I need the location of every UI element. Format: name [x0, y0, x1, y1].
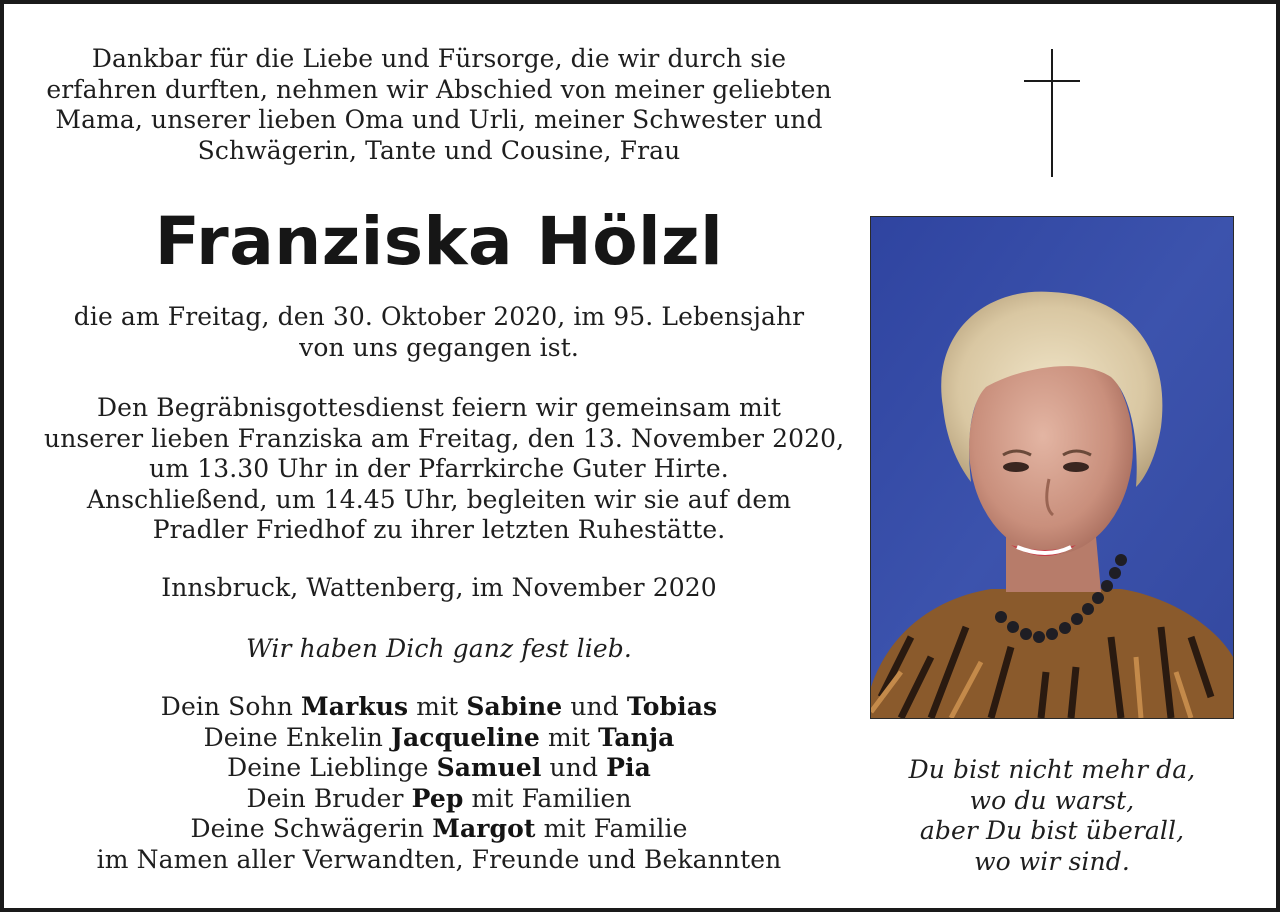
place-date — [44, 573, 834, 604]
service-line: unserer lieben Franziska am Freitag, den 13. November 2020, — [44, 423, 845, 453]
poem-line: wo wir sind. — [974, 846, 1130, 876]
mourner-name: Samuel — [436, 753, 542, 782]
intro-line: Dankbar für die Liebe und Fürsorge, die wir durch sie — [91, 44, 787, 73]
poem-line: wo du warst, — [969, 785, 1135, 815]
mourner-name: Tobias — [626, 692, 718, 721]
mourners-list — [44, 692, 834, 875]
mourner-line — [44, 723, 834, 754]
mourner-text: Dein Sohn — [160, 692, 302, 721]
motto — [44, 634, 834, 665]
intro-paragraph — [44, 44, 834, 166]
cross-horizontal-bar — [1024, 80, 1080, 82]
mourner-line — [44, 692, 834, 723]
motto-line: Wir haben Dich ganz fest lieb. — [246, 634, 632, 663]
service-line: Pradler Friedhof zu ihrer letzten Ruhestätte. — [152, 515, 726, 544]
poem-line: Du bist nicht mehr da, — [908, 755, 1196, 784]
mourner-text: Deine Schwägerin — [190, 814, 433, 843]
service-line: Anschließend, um 14.45 Uhr, begleiten wir sie auf dem — [86, 484, 792, 514]
intro-line: Mama, unserer lieben Oma und Urli, meiner Schwester und — [55, 105, 823, 134]
portrait-photo — [870, 216, 1234, 719]
latin-cross-icon — [1024, 49, 1080, 177]
poem-line: aber Du bist überall, — [919, 816, 1185, 845]
funeral-service-info — [44, 393, 845, 546]
mourner-name: Pia — [606, 753, 651, 782]
mourner-name: Jacqueline — [391, 722, 540, 752]
mourner-name: Pep — [411, 783, 464, 813]
mourner-text: Dein Bruder — [246, 783, 412, 813]
mourner-text: und — [541, 753, 607, 782]
memorial-poem — [870, 755, 1234, 877]
mourner-name: Margot — [432, 814, 536, 843]
mourner-name: Tanja — [598, 722, 675, 752]
mourner-name: Markus — [301, 692, 409, 721]
mourner-line — [44, 753, 834, 784]
service-line: um 13.30 Uhr in der Pfarrkirche Guter Hirte. — [149, 454, 729, 483]
place-date-line: Innsbruck, Wattenberg, im November 2020 — [161, 573, 717, 602]
intro-line: erfahren durften, nehmen wir Abschied von meiner geliebten — [46, 74, 832, 104]
mourner-text: mit — [539, 722, 599, 752]
mourner-text: mit — [408, 692, 467, 721]
death-notice — [44, 302, 834, 363]
deceased-name: Franziska Hölzl — [154, 203, 724, 280]
mourner-text: Deine Enkelin — [203, 722, 392, 752]
mourner-name: Sabine — [466, 692, 563, 721]
mourner-text: Deine Lieblinge — [227, 753, 437, 782]
mourners-closing-line: im Namen aller Verwandten, Freunde und Bekannten — [96, 844, 782, 874]
cross-vertical-bar — [1051, 49, 1053, 177]
mourner-line — [44, 814, 834, 845]
mourner-line — [44, 784, 834, 815]
mourner-text: mit Familien — [463, 783, 632, 813]
mourner-text: mit Familie — [535, 814, 688, 843]
death-notice-line: von uns gegangen ist. — [299, 332, 579, 362]
mourner-text: und — [562, 692, 627, 721]
service-line: Den Begräbnisgottesdienst feiern wir gemeinsam mit — [97, 393, 781, 422]
death-notice-line: die am Freitag, den 30. Oktober 2020, im 95. Lebensjahr — [73, 302, 805, 331]
intro-line: Schwägerin, Tante und Cousine, Frau — [197, 135, 681, 165]
